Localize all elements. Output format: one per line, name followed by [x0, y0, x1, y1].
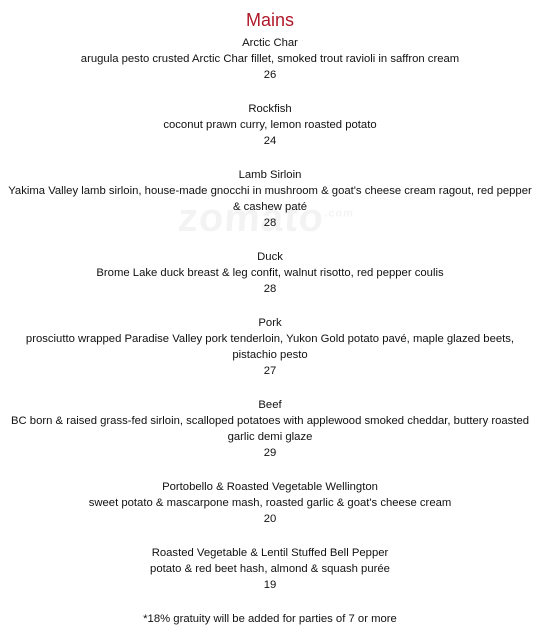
dish-description: potato & red beet hash, almond & squash purée [150, 563, 390, 575]
dish-description: prosciutto wrapped Paradise Valley pork tenderloin, Yukon Gold potato pavé, maple glazed beets, pistachio pesto [25, 333, 515, 361]
dish-wellington [0, 479, 540, 527]
dish-description: sweet potato & mascarpone mash, roasted garlic & goat's cheese cream [88, 497, 452, 509]
dish-description: Brome Lake duck breast & leg confit, walnut risotto, red pepper coulis [96, 267, 444, 279]
dish-duck [0, 249, 540, 297]
dish-lamb-sirloin [0, 167, 540, 231]
dish-name: Lamb Sirloin [238, 169, 302, 181]
dish-stuffed-pepper [0, 545, 540, 593]
dish-description: BC born & raised grass-fed sirloin, scalloped potatoes with applewood smoked cheddar, buttery roasted garlic demi glaze [10, 415, 530, 443]
dish-description: coconut prawn curry, lemon roasted potato [163, 119, 377, 131]
dish-name: Rockfish [248, 103, 292, 115]
dish-arctic-char [0, 35, 540, 83]
dish-price: 26 [263, 69, 277, 81]
gratuity-footnote: *18% gratuity will be added for parties of 7 or more [143, 613, 397, 625]
dish-price: 27 [263, 365, 277, 377]
dish-description: arugula pesto crusted Arctic Char fillet, smoked trout ravioli in saffron cream [80, 53, 460, 65]
dish-price: 29 [263, 447, 277, 459]
dish-price: 19 [263, 579, 277, 591]
dish-price: 20 [263, 513, 277, 525]
dish-price: 28 [263, 283, 277, 295]
dish-name: Arctic Char [242, 37, 298, 49]
dish-price: 28 [263, 217, 277, 229]
dish-name: Roasted Vegetable & Lentil Stuffed Bell Pepper [151, 547, 389, 559]
dish-name: Duck [257, 251, 283, 263]
dish-name: Beef [258, 399, 282, 411]
dish-description: Yakima Valley lamb sirloin, house-made gnocchi in mushroom & goat's cheese cream ragout, red pepper & cashew paté [8, 185, 532, 213]
dish-name: Pork [258, 317, 282, 329]
menu-title: Mains [245, 10, 294, 30]
dish-price: 24 [263, 135, 277, 147]
mains-menu [0, 8, 540, 627]
dish-beef [0, 397, 540, 461]
dish-name: Portobello & Roasted Vegetable Wellington [162, 481, 378, 493]
dish-pork [0, 315, 540, 379]
dish-rockfish [0, 101, 540, 149]
